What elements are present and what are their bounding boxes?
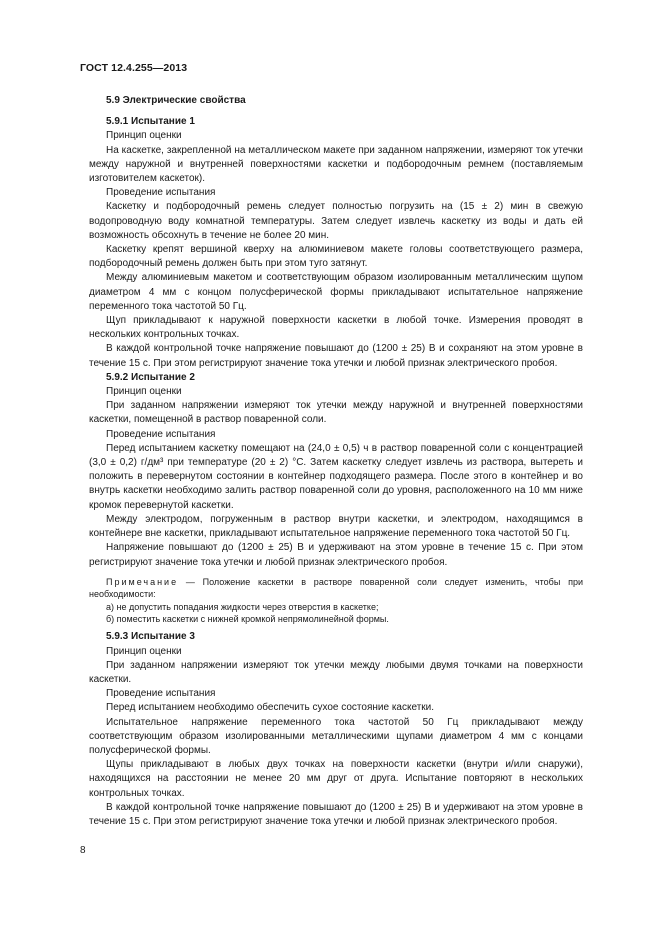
note-label: Примечание — [106, 576, 179, 587]
test2-procedure-label: Проведение испытания — [106, 428, 216, 440]
document-body — [89, 94, 583, 829]
test2-paragraph: Напряжение повышают до (1200 ± 25) В и удерживают на этом уровне в течение 15 с. При этом регистрируют значение тока утечки и любой признак электрического пробоя. — [89, 542, 583, 568]
test3-paragraph: Щупы прикладывают в любых двух точках на поверхности каскетки (внутри и/или снаружи), находящихся на расстоянии не менее 20 мм друг от друга. Испытание повторяют в нескольких контрольных точках. — [89, 759, 583, 799]
test3-paragraph: Перед испытанием необходимо обеспечить сухое состояние каскетки. — [106, 702, 435, 714]
test1-paragraph: Между алюминиевым макетом и соответствующим образом изолированным металлическим щупом диаметром 4 мм с концом полусферической формы прикладывают испытательное напряжение переменного тока частотой 50 Гц. — [89, 272, 583, 312]
test3-heading: 5.9.3 Испытание 3 — [106, 631, 195, 643]
test1-paragraph: Каскетку крепят вершиной кверху на алюминиевом макете головы соответствующего размера, подбородочный ремень должен быть при этом туго затянут. — [89, 244, 583, 270]
document-code: ГОСТ 12.4.255—2013 — [80, 62, 188, 74]
test2-principle-text: При заданном напряжении измеряют ток утечки между наружной и внутренней поверхностями каскетки, помещенной в раствор поваренной соли. — [89, 400, 583, 426]
note-item-a: а) не допустить попадания жидкости через отверстия в каскетке; — [106, 601, 379, 612]
test2-principle-label: Принцип оценки — [106, 386, 182, 398]
test1-principle-label: Принцип оценки — [106, 130, 182, 142]
page-number: 8 — [80, 845, 86, 856]
test1-heading: 5.9.1 Испытание 1 — [106, 116, 195, 128]
test1-paragraph: Каскетку и подбородочный ремень следует полностью погрузить на (15 ± 2) мин в свежую водопроводную воду комнатной температуры. Затем следует извлечь каскетку из воды и дать ей возможность обсохнуть в течение не более 20 мин. — [89, 201, 583, 241]
section-title: 5.9 Электрические свойства — [106, 95, 246, 106]
test1-paragraph: Щуп прикладывают к наружной поверхности каскетки в любой точке. Измерения проводят в нескольких контрольных точках. — [89, 315, 583, 341]
note-text: — Положение каскетки в растворе поваренной соли следует изменить, чтобы при необходимости: — [89, 576, 583, 600]
test2-paragraph: Перед испытанием каскетку помещают на (24,0 ± 0,5) ч в раствор поваренной соли с концентрацией (3,0 ± 0,2) г/дм³ при температуре (20 ± 2) °С. Затем каскетку следует извлечь из раствора, вытереть и положить в перевернутом состоянии в контейнер подходящего размера. После этого в контейнер и во внутрь каскетки необходимо залить раствор поваренной соли до уровня, расположенного на 10 мм ниже кромок перевернутой каскетки. — [89, 442, 583, 511]
test3-principle-text: При заданном напряжении измеряют ток утечки между любыми двумя точками на поверхности каскетки. — [89, 659, 583, 685]
test2-paragraph: Между электродом, погруженным в раствор внутри каскетки, и электродом, находящимся в контейнере вне каскетки, прикладывают испытательное напряжение переменного тока частотой 50 Гц. — [89, 513, 583, 540]
test1-principle-text: На каскетке, закрепленной на металлическом макете при заданном напряжении, измеряют ток утечки между наружной и внутренней поверхностями каскетки и подбородочным ремнем (поставляемым изготовителем каскеток). — [89, 144, 583, 185]
test2-heading: 5.9.2 Испытание 2 — [106, 371, 195, 383]
test3-paragraph: В каждой контрольной точке напряжение повышают до (1200 ± 25) В и удерживают на этом уровне в течение 15 с. При этом регистрируют значение тока утечки и любой признак электрического пробоя. — [89, 801, 583, 827]
test1-paragraph: В каждой контрольной точке напряжение повышают до (1200 ± 25) В и сохраняют на этом уровне в течение 15 с. При этом регистрируют значение тока утечки и любой признак электрического пробоя. — [89, 343, 583, 369]
note-item-b: б) поместить каскетки с нижней кромкой непрямолинейной формы. — [106, 613, 389, 624]
test3-procedure-label: Проведение испытания — [106, 688, 216, 700]
test3-principle-label: Принцип оценки — [106, 645, 182, 657]
test2-note — [89, 576, 583, 626]
test3-paragraph: Испытательное напряжение переменного тока частотой 50 Гц прикладывают между соответствующим образом изолированными металлическими щупами диаметром 4 мм с концами полусферической формы. — [89, 716, 583, 756]
test1-procedure-label: Проведение испытания — [106, 187, 216, 199]
